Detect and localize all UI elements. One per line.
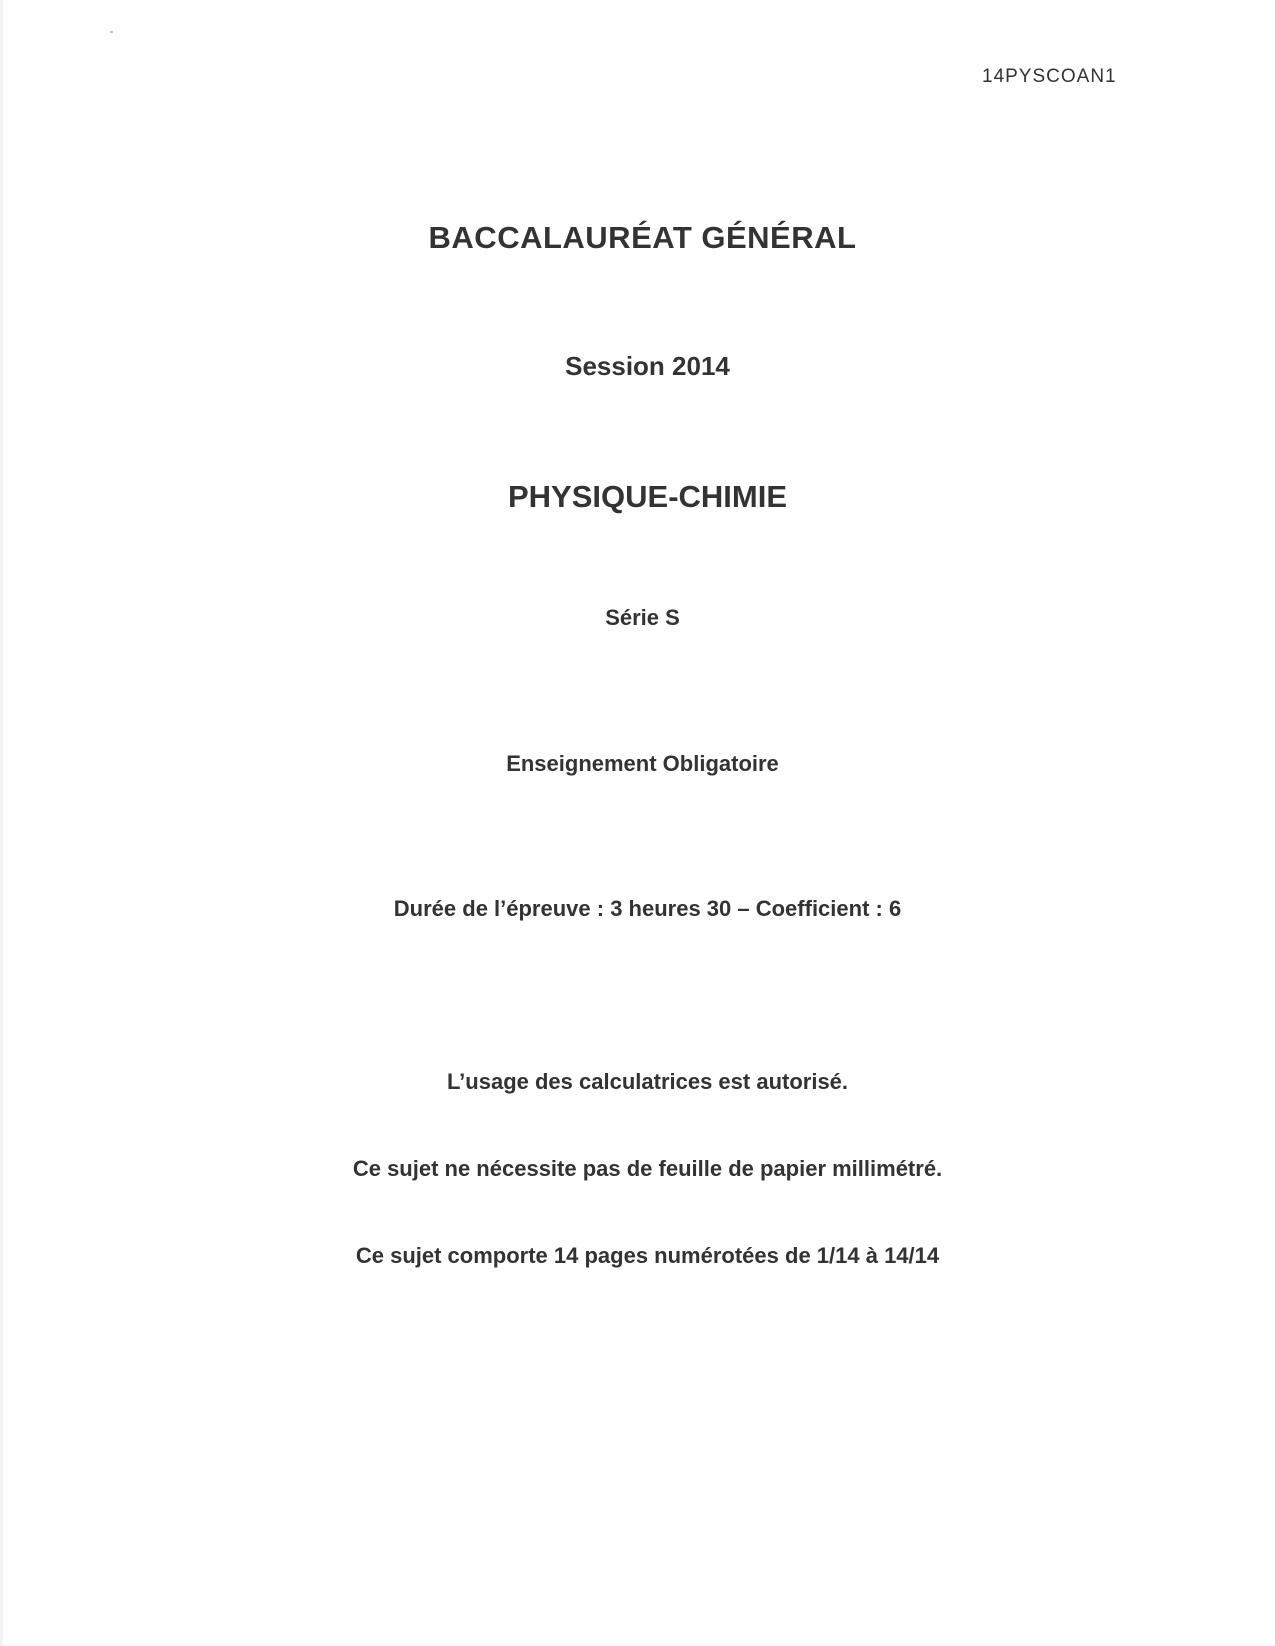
scan-speck [110,31,113,33]
exam-subject: PHYSIQUE-CHIMIE [507,479,788,514]
page-count-note: Ce sujet comporte 14 pages numérotées de 1/14 à 14/14 [355,1243,940,1268]
reference-code: 14PYSCOAN1 [982,66,1117,87]
exam-enseignement: Enseignement Obligatoire [506,751,779,776]
calculator-note: L’usage des calculatrices est autorisé. [446,1069,849,1094]
graph-paper-note: Ce sujet ne nécessite pas de feuille de papier millimétré. [352,1156,943,1181]
exam-serie: Série S [605,605,680,630]
exam-title: BACCALAURÉAT GÉNÉRAL [428,220,857,255]
exam-duration: Durée de l’épreuve : 3 heures 30 – Coefficient : 6 [393,896,902,921]
exam-session: Session 2014 [565,351,730,381]
